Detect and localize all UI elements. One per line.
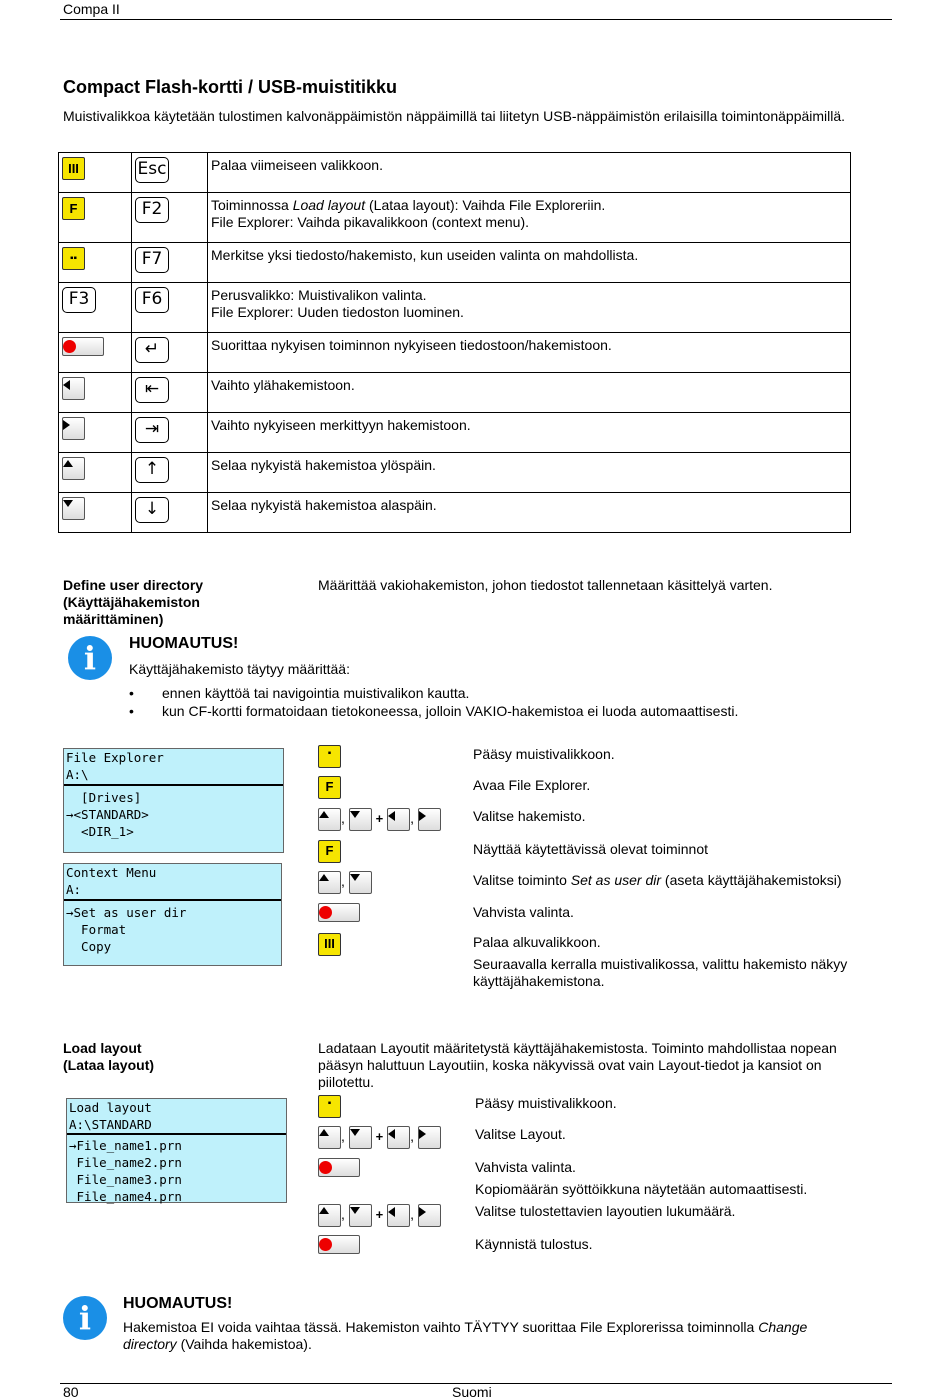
step-text: Valitse hakemisto. bbox=[473, 808, 586, 824]
lcd-load-layout: Load layout A:\STANDARD →File_name1.prn File_name2.prn File_name3.prn File_name4.prn bbox=[66, 1098, 287, 1203]
table-row bbox=[59, 193, 851, 243]
note-bullets bbox=[129, 684, 738, 720]
step-text: Kopiomäärän syöttöikkuna näytetään automaattisesti. bbox=[475, 1181, 808, 1197]
function-key-icon: F bbox=[318, 776, 341, 799]
up-arrow-key-icon bbox=[318, 808, 341, 831]
keys-table bbox=[58, 152, 851, 533]
left-arrow-key-icon bbox=[387, 1204, 410, 1227]
row-text: Perusvalikko: Muistivalikon valinta. bbox=[211, 287, 427, 303]
arrow-keys-group: , + , bbox=[318, 1126, 441, 1149]
step-text: Käynnistä tulostus. bbox=[475, 1236, 593, 1252]
step-text: Valitse Layout. bbox=[475, 1126, 566, 1142]
f6-key-icon: F6 bbox=[135, 287, 169, 313]
row-text: Toiminnossa Load layout (Lataa layout): Vaihda File Exploreriin. bbox=[211, 197, 606, 213]
memory-key-icon: ▪ bbox=[318, 1095, 341, 1118]
step-text: Pääsy muistivalikkoon. bbox=[475, 1095, 617, 1111]
left-arrow-key-icon bbox=[387, 808, 410, 831]
right-arrow-key-icon bbox=[62, 417, 85, 440]
section-intro: Muistivalikkoa käytetään tulostimen kalvonäppäimistön näppäimillä tai liitetyn USB-näppäimistön erilaisilla toimintonäppäimillä. bbox=[63, 108, 846, 124]
left-arrow-key-icon bbox=[62, 377, 85, 400]
row-text: Palaa viimeiseen valikkoon. bbox=[211, 157, 383, 173]
arrow-keys-group: , + , bbox=[318, 808, 441, 831]
right-arrow-key-icon bbox=[418, 1126, 441, 1149]
enter-dot-key-icon bbox=[318, 1235, 360, 1254]
info-icon: i bbox=[68, 636, 112, 680]
row-text: Vaihto ylähakemistoon. bbox=[211, 377, 355, 393]
down-key-icon: ↓ bbox=[135, 497, 169, 523]
row-text-2: File Explorer: Vaihda pikavalikkoon (context menu). bbox=[211, 214, 530, 230]
up-key-icon: ↑ bbox=[135, 457, 169, 483]
row-text: Selaa nykyistä hakemistoa alaspäin. bbox=[211, 497, 437, 513]
row-text: Suorittaa nykyisen toiminnon nykyiseen tiedostoon/hakemistoon. bbox=[211, 337, 612, 353]
right-arrow-key-icon bbox=[418, 808, 441, 831]
up-arrow-key-icon bbox=[318, 871, 341, 894]
step-text: Näyttää käytettävissä olevat toiminnot bbox=[473, 841, 709, 857]
define-user-dir-desc: Määrittää vakiohakemiston, johon tiedostot tallennetaan käsittelyä varten. bbox=[318, 577, 773, 593]
table-row bbox=[59, 283, 851, 333]
header-rule bbox=[60, 19, 892, 20]
table-row bbox=[59, 493, 851, 533]
list-item: • ennen käyttöä tai navigointia muistivalikon kautta. bbox=[129, 684, 738, 702]
f3-key-icon: F3 bbox=[62, 287, 96, 313]
function-key-icon: F bbox=[62, 197, 85, 220]
page-number: 80 bbox=[63, 1384, 79, 1400]
left-arrow-key-icon bbox=[387, 1126, 410, 1149]
step-text: Seuraavalla kerralla muistivalikossa, valittu hakemisto näkyy käyttäjähakemistona. bbox=[473, 956, 848, 989]
f2-key-icon: F2 bbox=[135, 197, 169, 223]
step-text: Valitse tulostettavien layoutien lukumäärä. bbox=[475, 1203, 736, 1219]
step-text: Avaa File Explorer. bbox=[473, 777, 591, 793]
function-key-icon: F bbox=[318, 840, 341, 863]
down-arrow-key-icon bbox=[62, 497, 85, 520]
menu-key-icon: III bbox=[318, 933, 341, 956]
note-title: HUOMAUTUS! bbox=[129, 635, 239, 652]
right-tab-key-icon: ⇥ bbox=[135, 417, 169, 443]
step-text: Valitse toiminto Set as user dir (aseta käyttäjähakemistoksi) bbox=[473, 872, 842, 888]
table-row bbox=[59, 413, 851, 453]
down-arrow-key-icon bbox=[349, 808, 372, 831]
esc-key-icon: Esc bbox=[135, 157, 169, 183]
enter-dot-key-icon bbox=[318, 1158, 360, 1177]
up-arrow-key-icon bbox=[62, 457, 85, 480]
step-text: Vahvista valinta. bbox=[473, 904, 574, 920]
arrow-keys-group: , + , bbox=[318, 1204, 441, 1227]
note-text: Hakemistoa EI voida vaihtaa tässä. Hakemiston vaihto TÄYTYY suorittaa File Explorerissa toiminnolla Change directory (Vaihda hakemistoa). bbox=[123, 1319, 808, 1352]
down-arrow-key-icon bbox=[349, 1204, 372, 1227]
step-text: Pääsy muistivalikkoon. bbox=[473, 746, 615, 762]
table-row bbox=[59, 153, 851, 193]
enter-key-icon: ↵ bbox=[135, 337, 169, 363]
load-layout-desc: Ladataan Layoutit määritetystä käyttäjähakemistosta. Toiminto mahdollistaa nopean pääsyn haluttuun Layoutiin, koska näkyvissä ovat vain Layout-tiedot ja kansiot on piilotettu. bbox=[318, 1040, 837, 1090]
left-tab-key-icon: ⇤ bbox=[135, 377, 169, 403]
step-text: Vahvista valinta. bbox=[475, 1159, 576, 1175]
lcd-file-explorer: File Explorer A:\ [Drives] →<STANDARD> <DIR_1> bbox=[63, 748, 284, 853]
feed-key-icon: ▪▪ bbox=[62, 247, 85, 270]
table-row bbox=[59, 453, 851, 493]
enter-dot-key-icon bbox=[318, 903, 360, 922]
info-icon: i bbox=[63, 1296, 107, 1340]
table-row bbox=[59, 243, 851, 283]
memory-key-icon: ▪ bbox=[318, 745, 341, 768]
up-arrow-key-icon bbox=[318, 1204, 341, 1227]
row-text: Merkitse yksi tiedosto/hakemisto, kun useiden valinta on mahdollista. bbox=[211, 247, 639, 263]
row-text-2: File Explorer: Uuden tiedoston luominen. bbox=[211, 304, 464, 320]
enter-dot-key-icon bbox=[62, 337, 104, 356]
load-layout-title: Load layout (Lataa layout) bbox=[63, 1040, 155, 1073]
section-title: Compact Flash-kortti / USB-muistitikku bbox=[63, 77, 398, 97]
list-item: • kun CF-kortti formatoidaan tietokoneessa, jolloin VAKIO-hakemistoa ei luoda automaattisesti. bbox=[129, 702, 738, 720]
step-text: Palaa alkuvalikkoon. bbox=[473, 934, 601, 950]
menu-key-icon: III bbox=[62, 157, 85, 180]
arrow-keys-group: , bbox=[318, 871, 372, 894]
lcd-context-menu: Context Menu A: →Set as user dir Format Copy bbox=[63, 863, 282, 966]
define-user-dir-title: Define user directory (Käyttäjähakemiston määrittäminen) bbox=[63, 577, 204, 627]
note-title: HUOMAUTUS! bbox=[123, 1295, 233, 1312]
table-row bbox=[59, 333, 851, 373]
down-arrow-key-icon bbox=[349, 1126, 372, 1149]
running-header: Compa II bbox=[63, 1, 120, 17]
row-text: Vaihto nykyiseen merkittyyn hakemistoon. bbox=[211, 417, 471, 433]
table-row bbox=[59, 373, 851, 413]
row-text: Selaa nykyistä hakemistoa ylöspäin. bbox=[211, 457, 436, 473]
footer-language: Suomi bbox=[452, 1384, 492, 1400]
note-text: Käyttäjähakemisto täytyy määrittää: bbox=[129, 661, 350, 677]
right-arrow-key-icon bbox=[418, 1204, 441, 1227]
f7-key-icon: F7 bbox=[135, 247, 169, 273]
down-arrow-key-icon bbox=[349, 871, 372, 894]
up-arrow-key-icon bbox=[318, 1126, 341, 1149]
